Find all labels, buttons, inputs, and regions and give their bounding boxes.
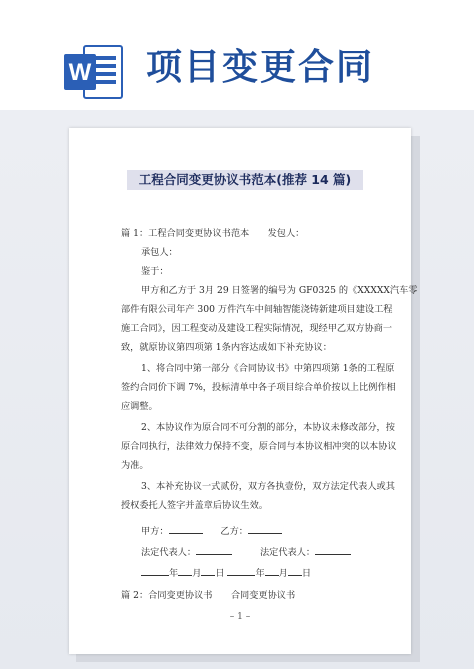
next-section-heading: 篇 2：合同变更协议书 合同变更协议书 [121,590,296,601]
body-line: 篇 1：工程合同变更协议书范本 发包人： [121,228,305,239]
day-label: 日 [215,568,225,579]
word-icon-letter: W [68,59,92,86]
year-label: 年 [255,568,265,579]
month-label: 月 [278,568,288,579]
month-label: 月 [192,568,202,579]
word-app-icon [62,40,126,104]
rep-label-1: 法定代表人： [141,547,197,558]
body-line: 施工合同》，因工程变动及建设工程实际情况，现经甲乙双方协商一 [121,323,393,334]
year-label: 年 [169,568,179,579]
body-line: 致，就原协议第四项第 1条内容达成如下补充协议： [121,342,332,353]
month-blank-1 [178,566,192,576]
body-line: 鉴于： [141,266,169,277]
party-a-label: 甲方： [141,526,169,537]
day-blank-1 [201,566,215,576]
signature-party-line [141,524,282,538]
signature-rep-line [141,545,351,559]
year-blank-1 [141,566,169,576]
body-line: 应调整。 [121,401,158,412]
signature-date-line [141,566,311,580]
rep-1-blank [196,545,232,555]
document-page [69,128,418,654]
rep-2-blank [315,545,351,555]
body-line: 3、本补充协议一式贰份，双方各执壹份，双方法定代表人或其 [141,481,395,492]
body-line: 原合同执行，法律效力保持不变，原合同与本协议相冲突的以本协议 [121,441,397,452]
body-line: 2、本协议作为原合同不可分割的部分，本协议未修改部分，按 [141,422,395,433]
body-line: 承包人： [141,247,178,258]
party-b-blank [248,524,282,534]
page-number: – 1 – [229,612,251,622]
day-blank-2 [288,566,302,576]
body-line: 签约合同价下调 7%，投标清单中各子项目综合单价按以上比例作相 [121,382,396,393]
day-label: 日 [301,568,312,579]
banner-title: 项目变更合同 [146,47,375,88]
body-line: 为准。 [121,460,149,471]
banner [0,0,474,110]
body-line: 授权委托人签字并盖章后协议生效。 [121,500,268,511]
body-line: 部件有限公司年产 300 万件汽车中间轴智能浇铸新建项目建设工程 [121,304,393,315]
year-blank-2 [227,566,255,576]
body-line: 甲方和乙方于 3月 29 日签署的编号为 GF0325 的《XXXXX汽车零 [141,285,418,296]
party-a-blank [169,524,203,534]
document-title: 工程合同变更协议书范本(推荐 14 篇) [127,170,363,190]
rep-label-2: 法定代表人： [259,547,316,558]
month-blank-2 [265,566,279,576]
body-line: 1、将合同中第一部分《合同协议书》中第四项第 1条的工程原 [141,363,395,374]
party-b-label: 乙方： [220,526,248,537]
